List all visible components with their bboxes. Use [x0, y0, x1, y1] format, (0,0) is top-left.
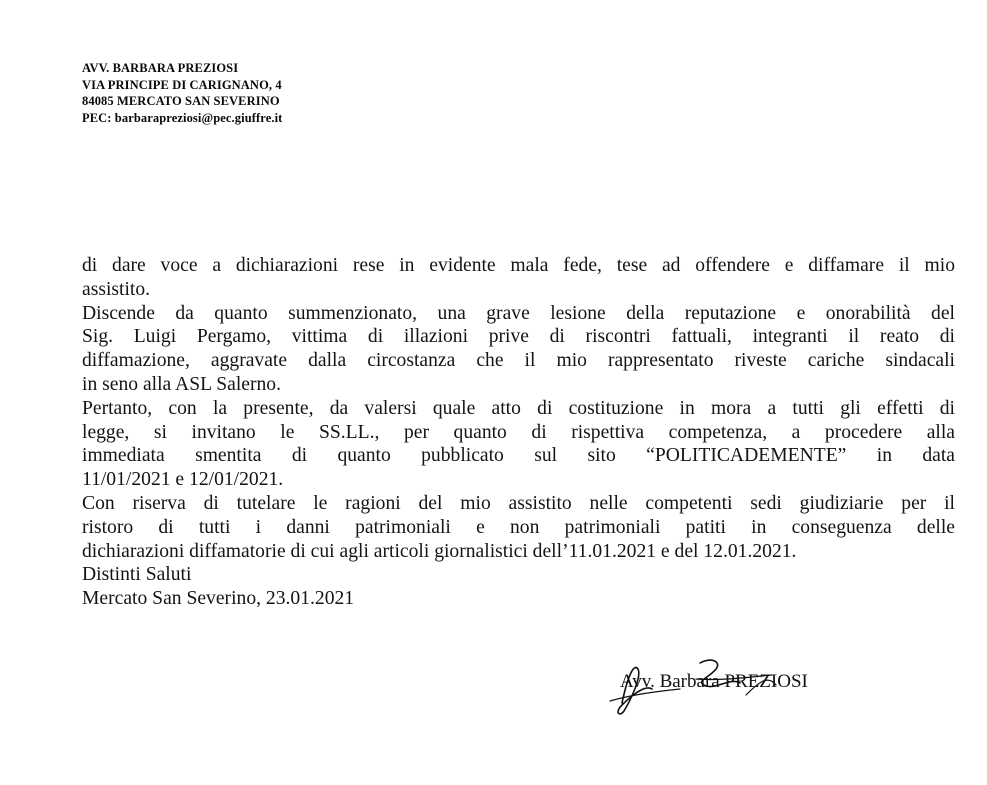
paragraph-3: [82, 397, 955, 492]
lawyer-address: VIA PRINCIPE DI CARIGNANO, 4: [82, 77, 282, 92]
paragraph-2-line-1: Discende da quanto summenzionato, una grave lesione della reputazione e onorabilità del: [82, 302, 955, 324]
paragraph-1-line-1: di dare voce a dichiarazioni rese in evidente mala fede, tese ad offendere e diffamare il mio: [82, 255, 955, 276]
lawyer-name: AVV. BARBARA PREZIOSI: [82, 61, 239, 75]
letterhead: [82, 60, 282, 126]
paragraph-4: [82, 492, 955, 563]
lawyer-pec: PEC: barbarapreziosi@pec.giuffre.it: [82, 110, 283, 125]
paragraph-2-line-4: in seno alla ASL Salerno.: [82, 373, 281, 395]
paragraph-2-line-3: diffamazione, aggravate dalla circostanza che il mio rappresentato riveste cariche sindacali: [82, 350, 955, 372]
paragraph-3-line-4: 11/01/2021 e 12/01/2021.: [82, 469, 284, 491]
paragraph-4-line-2: ristoro di tutti i danni patrimoniali e non patrimoniali patiti in conseguenza delle: [82, 516, 955, 538]
paragraph-4-line-1: Con riserva di tutelare le ragioni del mio assistito nelle competenti sedi giudiziarie per il: [82, 492, 955, 514]
place-date-text: Mercato San Severino, 23.01.2021: [82, 588, 355, 610]
closing-text: Distinti Saluti: [82, 564, 192, 586]
closing-greeting: [82, 563, 955, 587]
paragraph-2: [82, 302, 955, 397]
paragraph-2-line-2: Sig. Luigi Pergamo, vittima di illazioni prive di riscontri fattuali, integranti il reato di: [82, 326, 955, 348]
lawyer-city: 84085 MERCATO SAN SEVERINO: [82, 94, 280, 108]
paragraph-4-line-3: dichiarazioni diffamatorie di cui agli articoli giornalistici dell’11.01.2021 e del 12.01.2021.: [82, 540, 797, 562]
place-date: [82, 587, 955, 611]
paragraph-3-line-2: legge, si invitano le SS.LL., per quanto di rispettiva competenza, a procedere alla: [82, 421, 955, 443]
signature-scribble-icon: [600, 655, 880, 725]
signature-text: Avv. Barbara PREZIOSI: [620, 671, 808, 692]
paragraph-1-line-2: assistito.: [82, 278, 151, 300]
letter-body: [82, 254, 955, 611]
paragraph-3-line-1: Pertanto, con la presente, da valersi quale atto di costituzione in mora a tutti gli effetti di: [82, 397, 955, 419]
paragraph-3-line-3: immediata smentita di quanto pubblicato sul sito “POLITICADEMENTE” in data: [82, 445, 955, 467]
paragraph-1: [82, 254, 955, 302]
signature: [600, 655, 880, 725]
